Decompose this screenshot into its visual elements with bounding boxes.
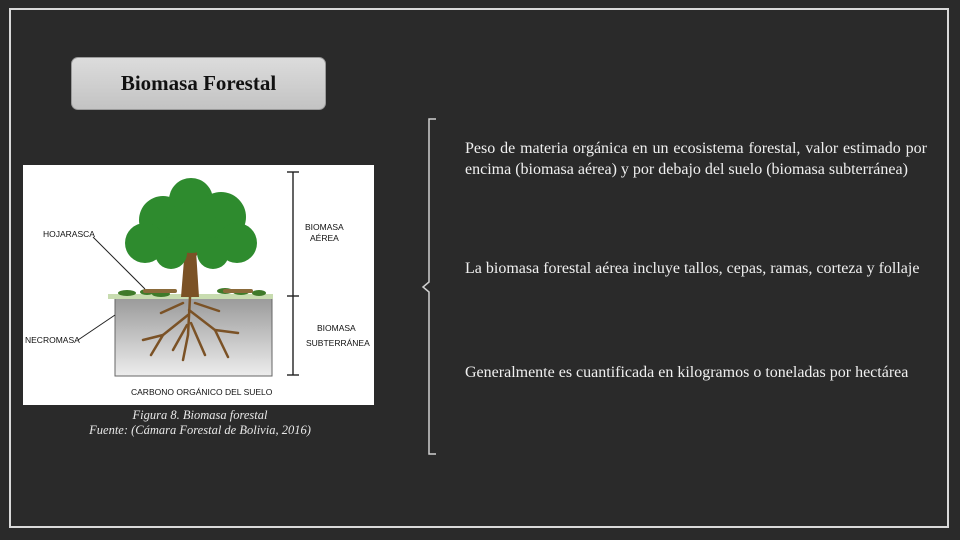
label-necromasa: NECROMASA xyxy=(25,335,80,345)
biomass-diagram xyxy=(23,165,374,405)
label-biomasa-sub-1: BIOMASA xyxy=(317,323,356,333)
paragraph-aerial: La biomasa forestal aérea incluye tallos, cepas, ramas, corteza y follaje xyxy=(465,260,920,277)
label-biomasa-sub-2: SUBTERRÁNEA xyxy=(306,338,370,348)
dimension-lines xyxy=(287,172,299,375)
paragraph-definition: Peso de materia orgánica en un ecosistema forestal, valor estimado por encima (biomasa aérea) y por debajo del suelo (biomasa subterránea) xyxy=(465,140,927,178)
bracket xyxy=(420,116,440,458)
soil-block xyxy=(115,298,272,376)
biomass-diagram-svg xyxy=(23,165,374,405)
label-carbono: CARBONO ORGÁNICO DEL SUELO xyxy=(131,387,273,397)
caption-line-2: Fuente: (Cámara Forestal de Bolivia, 2016) xyxy=(89,423,311,437)
label-biomasa-aerea-1: BIOMASA xyxy=(305,222,344,232)
slide-title-text: Biomasa Forestal xyxy=(120,71,277,95)
caption-line-1: Figura 8. Biomasa forestal xyxy=(132,408,268,422)
label-hojarasca: HOJARASCA xyxy=(43,229,95,239)
label-biomasa-aerea-2: AÉREA xyxy=(310,233,339,243)
paragraph-units: Generalmente es cuantificada en kilogramos o toneladas por hectárea xyxy=(465,364,909,381)
figure-caption xyxy=(60,408,340,438)
slide-title xyxy=(71,57,326,110)
